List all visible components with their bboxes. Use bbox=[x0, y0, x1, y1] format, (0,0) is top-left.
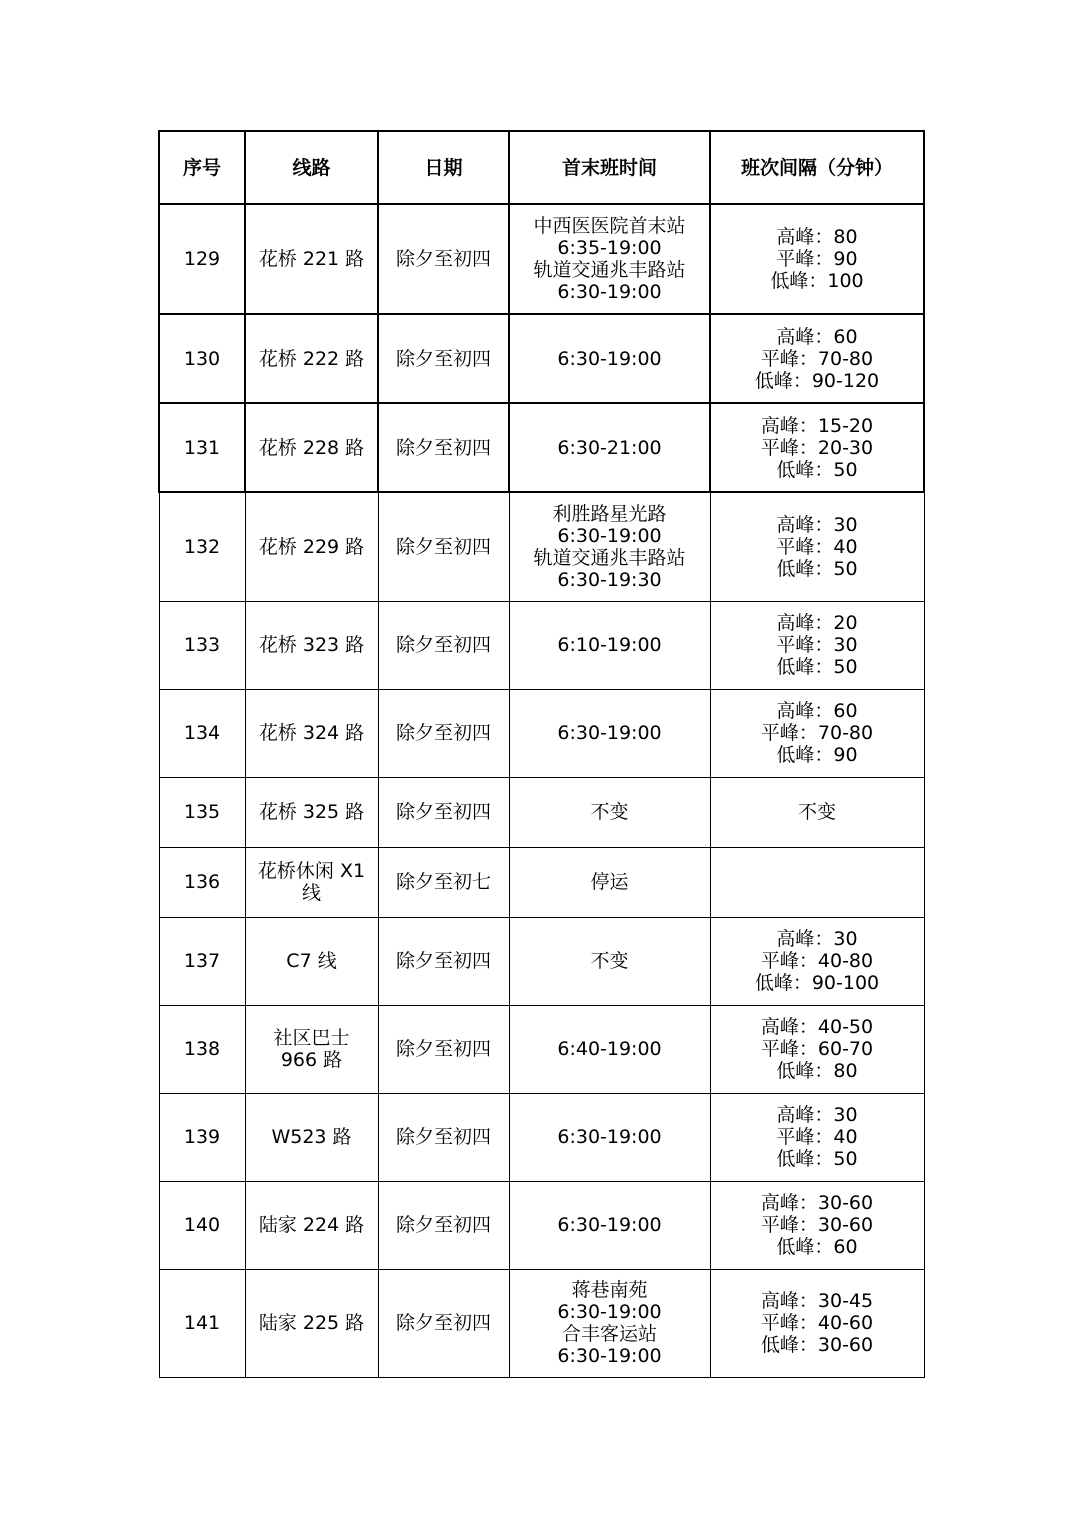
cell-times: 6:30-21:00 bbox=[509, 403, 710, 492]
cell-times: 6:30-19:00 bbox=[509, 314, 710, 403]
cell-route: 花桥 229 路 bbox=[245, 492, 378, 601]
cell-times: 6:30-19:00 bbox=[509, 1093, 710, 1181]
cell-no: 131 bbox=[159, 403, 245, 492]
cell-interval: 高峰：60 平峰：70-80 低峰：90-120 bbox=[710, 314, 924, 403]
cell-times: 6:10-19:00 bbox=[509, 601, 710, 689]
table-row bbox=[159, 847, 924, 917]
table-row bbox=[159, 1181, 924, 1269]
cell-no: 137 bbox=[159, 917, 245, 1005]
cell-route: 花桥 222 路 bbox=[245, 314, 378, 403]
cell-interval: 高峰：30 平峰：40 低峰：50 bbox=[710, 1093, 924, 1181]
cell-no: 132 bbox=[159, 492, 245, 601]
cell-times: 6:30-19:00 bbox=[509, 1181, 710, 1269]
header-row bbox=[159, 131, 924, 204]
cell-times: 不变 bbox=[509, 777, 710, 847]
header-no: 序号 bbox=[159, 131, 245, 204]
cell-no: 134 bbox=[159, 689, 245, 777]
header-interval: 班次间隔（分钟） bbox=[710, 131, 924, 204]
table-row bbox=[159, 204, 924, 314]
cell-route: 社区巴士 966 路 bbox=[245, 1005, 378, 1093]
cell-route: 花桥 323 路 bbox=[245, 601, 378, 689]
header-times: 首末班时间 bbox=[509, 131, 710, 204]
table-row bbox=[159, 601, 924, 689]
cell-date: 除夕至初四 bbox=[378, 917, 509, 1005]
cell-date: 除夕至初四 bbox=[378, 1093, 509, 1181]
cell-no: 138 bbox=[159, 1005, 245, 1093]
cell-interval: 高峰：30-45 平峰：40-60 低峰：30-60 bbox=[710, 1269, 924, 1377]
cell-no: 141 bbox=[159, 1269, 245, 1377]
cell-no: 135 bbox=[159, 777, 245, 847]
cell-date: 除夕至初四 bbox=[378, 601, 509, 689]
cell-date: 除夕至初四 bbox=[378, 314, 509, 403]
table-row bbox=[159, 689, 924, 777]
table-row bbox=[159, 1269, 924, 1377]
cell-date: 除夕至初四 bbox=[378, 689, 509, 777]
cell-interval bbox=[710, 847, 924, 917]
cell-route: 花桥 325 路 bbox=[245, 777, 378, 847]
table-row bbox=[159, 492, 924, 601]
cell-no: 139 bbox=[159, 1093, 245, 1181]
cell-date: 除夕至初四 bbox=[378, 403, 509, 492]
table-row bbox=[159, 777, 924, 847]
cell-no: 129 bbox=[159, 204, 245, 314]
cell-interval: 高峰：15-20 平峰：20-30 低峰：50 bbox=[710, 403, 924, 492]
cell-times: 不变 bbox=[509, 917, 710, 1005]
cell-no: 130 bbox=[159, 314, 245, 403]
cell-route: 陆家 225 路 bbox=[245, 1269, 378, 1377]
cell-interval: 高峰：30 平峰：40 低峰：50 bbox=[710, 492, 924, 601]
cell-route: C7 线 bbox=[245, 917, 378, 1005]
table-row bbox=[159, 403, 924, 492]
cell-interval: 高峰：40-50 平峰：60-70 低峰：80 bbox=[710, 1005, 924, 1093]
cell-date: 除夕至初七 bbox=[378, 847, 509, 917]
cell-route: 花桥休闲 X1 线 bbox=[245, 847, 378, 917]
table-row bbox=[159, 314, 924, 403]
header-route: 线路 bbox=[245, 131, 378, 204]
cell-interval: 高峰：30 平峰：40-80 低峰：90-100 bbox=[710, 917, 924, 1005]
cell-times: 利胜路星光路 6:30-19:00 轨道交通兆丰路站 6:30-19:30 bbox=[509, 492, 710, 601]
table-row bbox=[159, 1093, 924, 1181]
cell-date: 除夕至初四 bbox=[378, 204, 509, 314]
table-row bbox=[159, 1005, 924, 1093]
cell-times: 中西医医院首末站 6:35-19:00 轨道交通兆丰路站 6:30-19:00 bbox=[509, 204, 710, 314]
cell-no: 140 bbox=[159, 1181, 245, 1269]
cell-no: 133 bbox=[159, 601, 245, 689]
cell-interval: 高峰：20 平峰：30 低峰：50 bbox=[710, 601, 924, 689]
cell-interval: 高峰：30-60 平峰：30-60 低峰：60 bbox=[710, 1181, 924, 1269]
cell-route: 花桥 221 路 bbox=[245, 204, 378, 314]
cell-interval: 不变 bbox=[710, 777, 924, 847]
table-body bbox=[159, 204, 924, 1377]
cell-times: 停运 bbox=[509, 847, 710, 917]
cell-date: 除夕至初四 bbox=[378, 1269, 509, 1377]
cell-interval: 高峰：80 平峰：90 低峰：100 bbox=[710, 204, 924, 314]
cell-times: 6:40-19:00 bbox=[509, 1005, 710, 1093]
cell-date: 除夕至初四 bbox=[378, 777, 509, 847]
cell-route: 花桥 324 路 bbox=[245, 689, 378, 777]
header-date: 日期 bbox=[378, 131, 509, 204]
cell-route: 花桥 228 路 bbox=[245, 403, 378, 492]
cell-date: 除夕至初四 bbox=[378, 492, 509, 601]
cell-interval: 高峰：60 平峰：70-80 低峰：90 bbox=[710, 689, 924, 777]
cell-date: 除夕至初四 bbox=[378, 1005, 509, 1093]
table-row bbox=[159, 917, 924, 1005]
cell-times: 蒋巷南苑 6:30-19:00 合丰客运站 6:30-19:00 bbox=[509, 1269, 710, 1377]
cell-route: W523 路 bbox=[245, 1093, 378, 1181]
bus-schedule-table bbox=[158, 130, 925, 1378]
cell-times: 6:30-19:00 bbox=[509, 689, 710, 777]
cell-no: 136 bbox=[159, 847, 245, 917]
cell-route: 陆家 224 路 bbox=[245, 1181, 378, 1269]
cell-date: 除夕至初四 bbox=[378, 1181, 509, 1269]
